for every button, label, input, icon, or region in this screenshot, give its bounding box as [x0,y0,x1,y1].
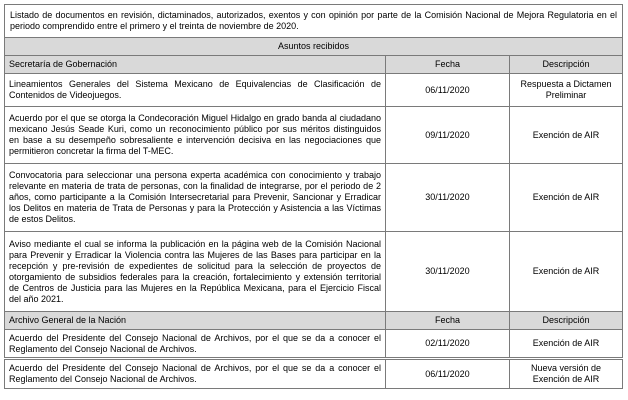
table-title: Listado de documentos en revisión, dictaminados, autorizados, exentos y con opinión por parte de la Comisión Nacional de Mejora Regulatoria en el periodo comprendido entre el primero y el treinta de noviembre de 2020. [5,5,623,38]
document-table-container [4,4,622,389]
description-column-header: Descripción [510,312,623,330]
date-column-header: Fecha [386,312,510,330]
document-description: Nueva versión de Exención de AIR [510,359,623,389]
document-description: Exención de AIR [510,330,623,359]
section-name: Secretaría de Gobernación [5,56,386,74]
table-row [5,232,623,312]
document-date: 06/11/2020 [386,359,510,389]
section-header-row [5,56,623,74]
document-title: Acuerdo del Presidente del Consejo Nacional de Archivos, por el que se da a conocer el Reglamento del Consejo Nacional de Archivos. [5,359,386,389]
document-description: Respuesta a Dictamen Preliminar [510,74,623,107]
document-date: 06/11/2020 [386,74,510,107]
document-date: 09/11/2020 [386,107,510,164]
document-title: Acuerdo del Presidente del Consejo Nacional de Archivos, por el que se da a conocer el Reglamento del Consejo Nacional de Archivos. [5,330,386,359]
document-title: Acuerdo por el que se otorga la Condecoración Miguel Hidalgo en grado banda al ciudadano mexicano Jesús Seade Kuri, como un reconocimiento público por sus méritos distinguidos en base a su desempeño sobresaliente e intervención decisiva en las negociaciones que permitieron concretar la firma del T-MEC. [5,107,386,164]
received-header-row [5,38,623,56]
document-title: Aviso mediante el cual se informa la publicación en la página web de la Comisión Nacional para Prevenir y Erradicar la Violencia contra las Mujeres de las Bases para participar en la recepción y pre-revisión de expedientes de solicitud para la selección de proyectos de otorgamiento de subsidios federales para la creación, fortalecimiento y extensión territorial de Centros de Justicia para las Mujeres en la República Mexicana, para el Ejercicio Fiscal del año 2021. [5,232,386,312]
document-title: Lineamientos Generales del Sistema Mexicano de Equivalencias de Clasificación de Contenidos de Videojuegos. [5,74,386,107]
table-row [5,74,623,107]
document-title: Convocatoria para seleccionar una persona experta académica con conocimiento y trabajo relevante en materia de trata de personas, con la finalidad de integrarse, por el periodo de 2 años, como participante a la Comisión Intersecretarial para Prevenir, Sancionar y Erradicar los Delitos en materia de Trata de Personas y para la Protección y Asistencia a las Víctimas de estos Delitos. [5,164,386,232]
section-name: Archivo General de la Nación [5,312,386,330]
table-row [5,359,623,389]
date-column-header: Fecha [386,56,510,74]
document-date: 02/11/2020 [386,330,510,359]
document-date: 30/11/2020 [386,164,510,232]
document-description: Exención de AIR [510,164,623,232]
table-title-row [5,5,623,38]
table-row [5,164,623,232]
section-header-row [5,312,623,330]
document-description: Exención de AIR [510,107,623,164]
documents-table [4,4,623,389]
table-row [5,330,623,359]
table-row [5,107,623,164]
document-date: 30/11/2020 [386,232,510,312]
description-column-header: Descripción [510,56,623,74]
received-header: Asuntos recibidos [5,38,623,56]
document-description: Exención de AIR [510,232,623,312]
